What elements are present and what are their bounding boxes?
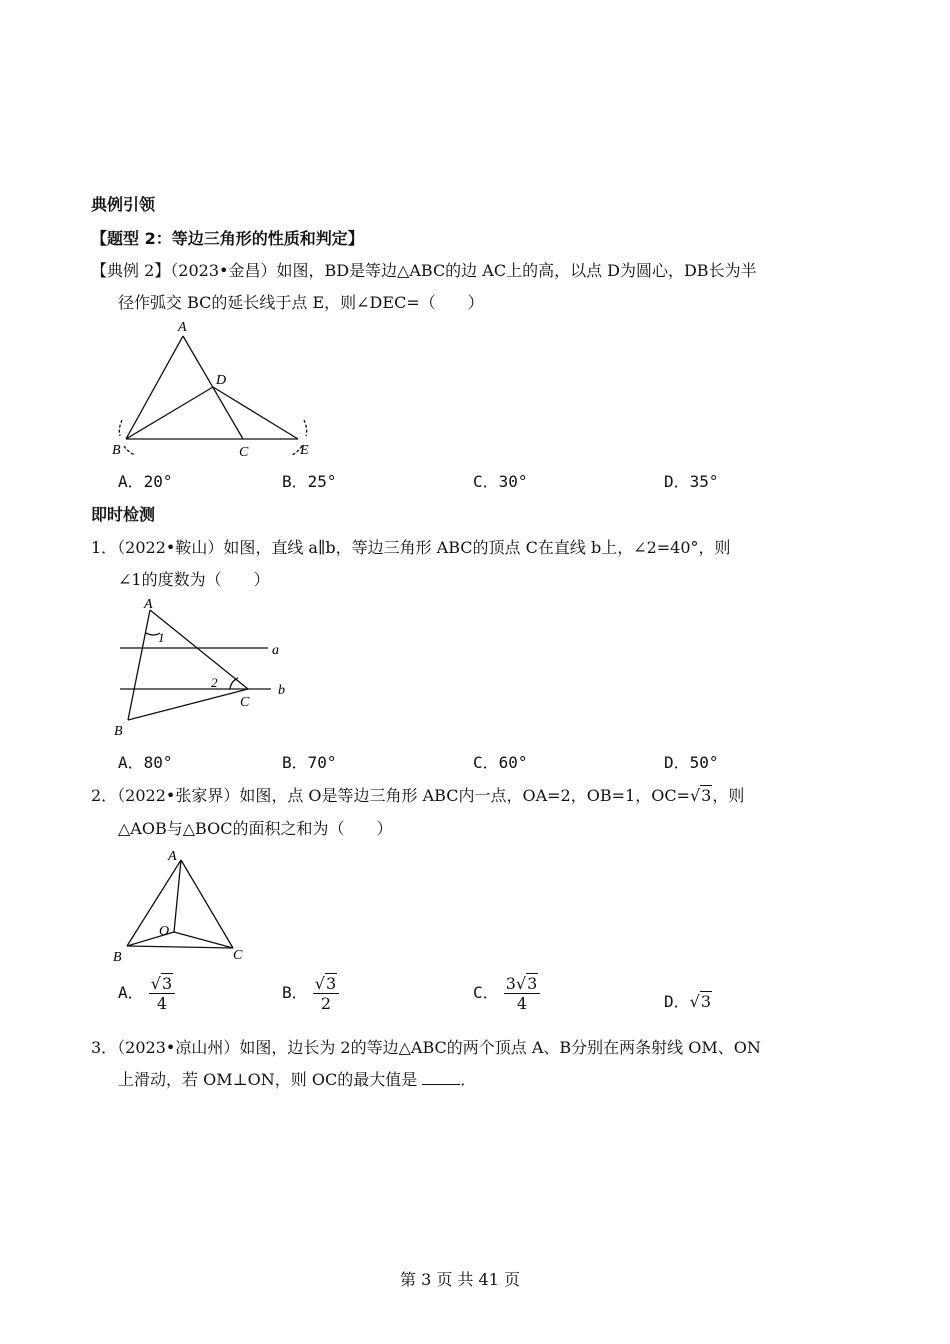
segment-bc	[127, 946, 233, 948]
segment-bc	[128, 689, 248, 720]
example-option-d: D．35°	[664, 472, 719, 491]
q2-option-a-sqrt: √3	[150, 974, 173, 993]
q3-line-1: 3．（2023•凉山州）如图，边长为 2的等边△ABC的两个顶点 A、B分别在两条射线 OM、ON	[91, 1038, 761, 1057]
q1-line-2: ∠1的度数为（ ）	[118, 570, 270, 589]
q2-option-c-sqrt: √3	[515, 974, 538, 993]
q2-sqrt-oc-radicand: 3	[701, 786, 712, 805]
q2-text-1b: ，则	[712, 786, 745, 805]
example-option-a: A．20°	[118, 472, 173, 491]
q2-option-d	[664, 989, 712, 1012]
label-line-b: b	[278, 683, 285, 698]
label-b: B	[114, 724, 123, 739]
segment-oa	[174, 860, 181, 932]
q1-option-a: A．80°	[118, 753, 173, 772]
q2-option-a-letter: A．	[118, 983, 144, 1002]
q2-option-c-letter: C．	[473, 983, 499, 1002]
q2-option-c-den: 4	[516, 994, 528, 1013]
q2-text-1a: 2．（2022•张家界）如图，点 O是等边三角形 ABC内一点，OA=2，OB=1，OC=	[91, 786, 690, 805]
q2-option-c-coef: 3	[505, 974, 516, 993]
q2-option-b-den: 2	[320, 994, 332, 1013]
q2-option-a	[118, 974, 175, 1013]
segment-ab	[128, 610, 150, 720]
q2-line-2: △AOB与△BOC的面积之和为（ ）	[118, 819, 393, 838]
label-c: C	[240, 695, 250, 710]
example-line-1	[91, 258, 757, 281]
q2-option-b-fraction	[313, 974, 339, 1013]
arc-e-top	[304, 420, 307, 436]
q2-option-b-letter: B．	[282, 983, 308, 1002]
q2-line-1	[91, 783, 744, 806]
label-angle-2: 2	[211, 675, 218, 690]
section-heading-check: 即时检测	[91, 505, 156, 524]
q2-option-a-radicand: 3	[161, 974, 173, 993]
q2-option-c-fraction	[504, 974, 541, 1013]
section-heading-examples: 典例引领	[91, 195, 156, 214]
q2-option-c-radicand: 3	[527, 974, 538, 993]
topic-heading: 【题型 2：等边三角形的性质和判定】	[91, 229, 364, 248]
example-text-1: （2023•金昌）如图，BD是等边△ABC的边 AC上的高，以点 D为圆心，DB长为半	[170, 261, 757, 280]
q2-option-a-fraction	[149, 974, 175, 1013]
label-c: C	[233, 948, 243, 963]
label-a: A	[168, 849, 177, 864]
segment-oc	[174, 932, 233, 948]
label-line-a: a	[272, 643, 279, 658]
q2-sqrt-oc: √3	[689, 786, 712, 805]
segment-bd	[126, 387, 213, 439]
example-label: 【典例 2】	[91, 261, 171, 280]
label-b: B	[112, 443, 121, 458]
q2-option-b	[282, 974, 339, 1013]
example-option-b: B．25°	[282, 472, 337, 491]
q1-option-b: B．70°	[282, 753, 337, 772]
q1-figure	[108, 592, 298, 742]
q1-option-c: C．60°	[473, 753, 528, 772]
q1-line-1: 1．（2022•鞍山）如图，直线 a∥b，等边三角形 ABC的顶点 C在直线 b上，∠2=40°，则	[91, 538, 731, 557]
q2-option-b-sqrt: √3	[314, 974, 337, 993]
label-o: O	[159, 924, 170, 939]
q3-answer-blank	[422, 1070, 460, 1085]
label-b: B	[113, 950, 122, 965]
q3-text-2a: 上滑动，若 OM⊥ON，则 OC的最大值是	[118, 1070, 418, 1089]
q2-option-d-radicand: 3	[700, 992, 712, 1011]
q2-option-b-radicand: 3	[325, 974, 337, 993]
label-d: D	[216, 373, 227, 388]
label-c: C	[239, 445, 249, 460]
segment-de	[213, 387, 298, 439]
q3-line-2	[118, 1067, 476, 1090]
segment-ab	[126, 336, 183, 439]
q2-figure	[108, 842, 258, 967]
q2-option-d-sqrt: √3	[689, 992, 712, 1011]
q1-option-d: D．50°	[664, 753, 719, 772]
example-line-2: 径作弧交 BC的延长线于点 E，则∠DEC=（ ）	[118, 293, 484, 312]
arc-b-top	[119, 420, 122, 436]
label-angle-1: 1	[158, 630, 165, 645]
label-e: E	[300, 443, 309, 458]
example-figure	[108, 316, 328, 461]
page-footer: 第 3 页 共 41 页	[400, 1270, 520, 1289]
example-option-c: C．30°	[473, 472, 528, 491]
label-a: A	[144, 597, 153, 612]
arc-b-bottom	[124, 446, 135, 455]
q3-text-2b: ．	[460, 1070, 477, 1089]
q2-option-d-letter: D．	[664, 992, 690, 1011]
segment-ac	[150, 610, 248, 689]
segment-ac	[181, 860, 233, 948]
label-a: A	[178, 320, 187, 335]
q2-option-a-den: 4	[156, 994, 168, 1013]
segment-ab	[127, 860, 181, 946]
q2-option-c	[473, 974, 540, 1013]
